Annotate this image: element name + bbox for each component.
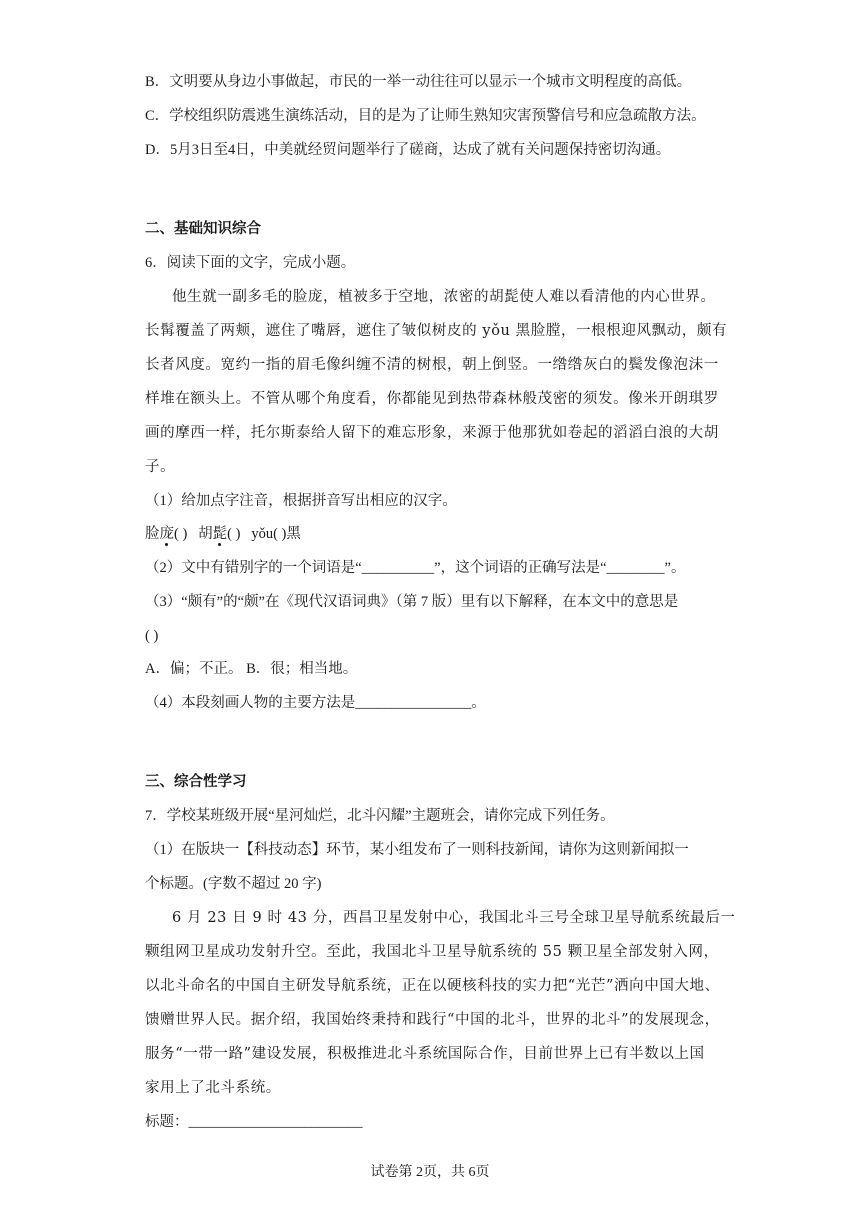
passage-line-3: 长者风度。宽约一指的眉毛像纠缠不清的树根，朝上倒竖。一绺绺灰白的鬓发像泡沫一	[145, 357, 719, 373]
option-c: C．学校组织防震逃生演练活动，目的是为了让师生熟知灾害预警信号和应急疏散方法。	[145, 108, 706, 124]
q7-sub1-line1: （1）在版块一【科技动态】环节，某小组发布了一则科技新闻，请你为这则新闻拟一	[145, 842, 689, 858]
q6-sub3: （3）“颇有”的“颇”在《现代汉语词典》（第 7 版）里有以下解释，在本文中的意思是	[145, 594, 679, 610]
q6-sub3-blank: ( )	[145, 628, 159, 644]
news-line-3: 以北斗命名的中国自主研发导航系统，正在以硬核科技的实力把“光芒”洒向中国大地、	[145, 978, 720, 994]
q6-sub1: （1）给加点字注音，根据拼音写出相应的汉字。	[145, 493, 457, 509]
news-line-4: 馈赠世界人民。据介绍，我国始终秉持和践行“中国的北斗，世界的北斗”的发展现念，	[145, 1012, 720, 1028]
passage-line-1: 他生就一副多毛的脸庞，植被多于空地，浓密的胡髭使人难以看清他的内心世界。	[172, 289, 716, 305]
section2-heading: 二、基础知识综合	[145, 221, 261, 237]
word-1: 脸庞	[145, 526, 174, 542]
option-b: B．文明要从身边小事做起，市民的一举一动往往可以显示一个城市文明程度的高低。	[145, 74, 692, 90]
word-3: yǒu	[251, 526, 274, 542]
option-d: D．5月3日至4日，中美就经贸问题举行了磋商，达成了就有关问题保持密切沟通。	[145, 142, 671, 158]
q6-stem: 6．阅读下面的文字，完成小题。	[145, 255, 356, 271]
title-answer-line: 标题：________________________	[145, 1114, 363, 1130]
blank-2: ( )	[227, 526, 241, 542]
passage-line-5: 画的摩西一样，托尔斯泰给人留下的难忘形象，来源于他那犹如卷起的滔滔白浪的大胡	[145, 425, 719, 441]
blank-1: ( )	[174, 526, 188, 542]
passage-line-4: 样堆在额头上。不管从哪个角度看，你都能见到热带森林般茂密的须发。像米开朗琪罗	[145, 391, 719, 407]
pinyin-row	[145, 524, 301, 544]
news-line-1: 6 月 23 日 9 时 43 分，西昌卫星发射中心，我国北斗三号全球卫星导航系统最后一	[172, 910, 736, 926]
q6-sub3-options: A．偏；不正。 B．很；相当地。	[145, 661, 358, 677]
news-line-6: 家用上了北斗系统。	[145, 1080, 281, 1096]
passage-line-6: 子。	[145, 459, 176, 475]
q6-sub4: （4）本段刻画人物的主要方法是________________。	[145, 695, 486, 711]
blank-3: ( )黑	[273, 526, 301, 542]
word-2: 胡髭	[198, 526, 228, 542]
passage-line-2: 长髯覆盖了两颊，遮住了嘴唇，遮住了皱似树皮的 yǒu 黑脸膛，一根根迎风飘动，颇有	[145, 323, 728, 339]
q7-sub1-line2: 个标题。(字数不超过 20 字)	[145, 876, 322, 892]
news-line-5: 服务“一带一路”建设发展，积极推进北斗系统国际合作，目前世界上已有半数以上国	[145, 1046, 705, 1062]
q7-stem: 7．学校某班级开展“星河灿烂，北斗闪耀”主题班会，请你完成下列任务。	[145, 808, 615, 824]
q6-sub2: （2）文中有错别字的一个词语是“__________”，这个词语的正确写法是“________”。	[145, 560, 686, 576]
news-line-2: 颗组网卫星成功发射升空。至此，我国北斗卫星导航系统的 55 颗卫星全部发射入网，	[145, 944, 719, 960]
section3-heading: 三、综合性学习	[145, 774, 247, 790]
page-footer: 试卷第 2页，共 6页	[370, 1165, 490, 1180]
